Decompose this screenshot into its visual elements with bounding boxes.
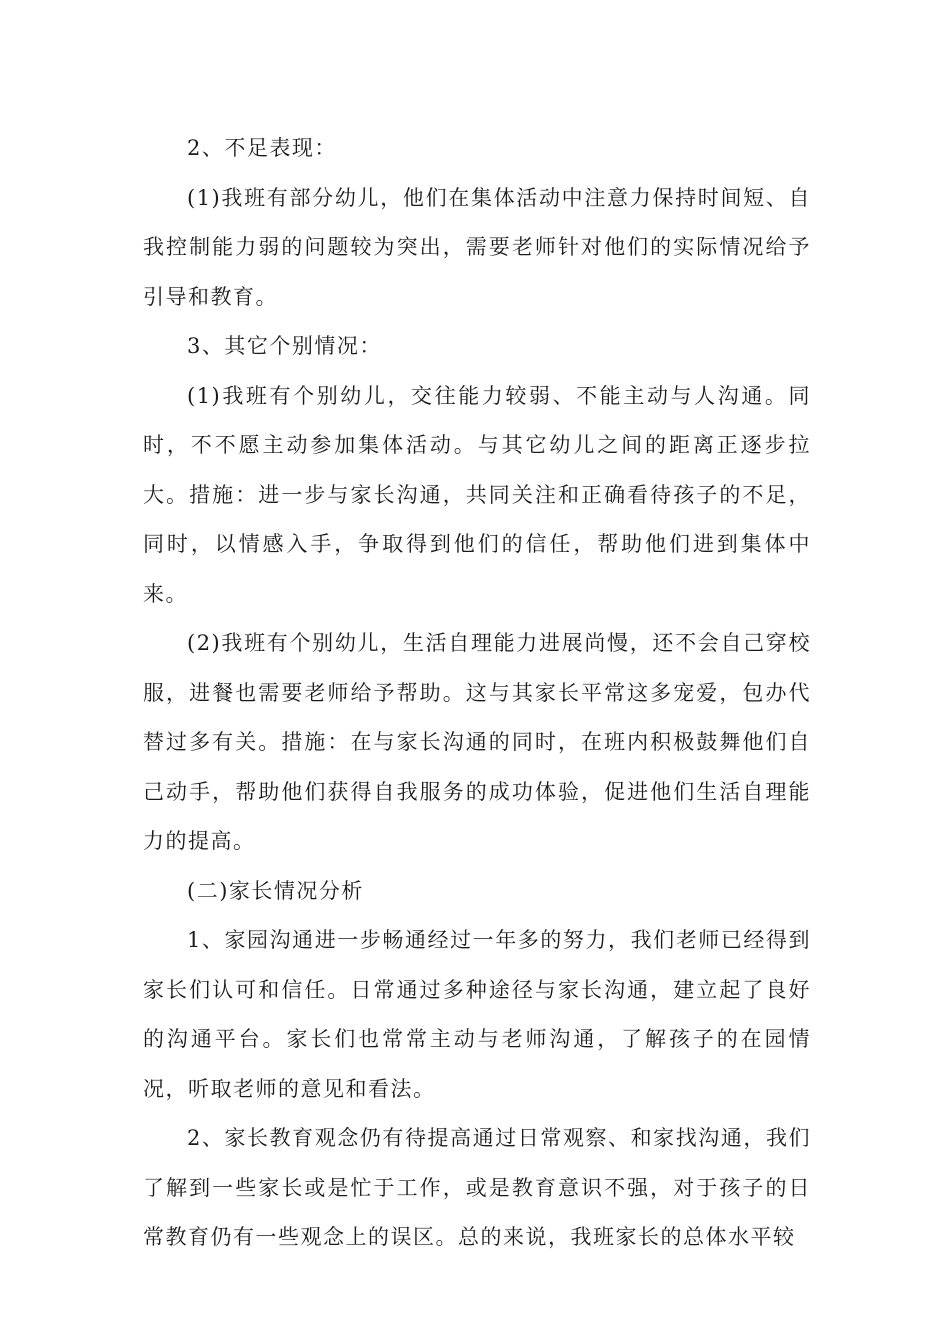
paragraph-self-care: (2)我班有个别幼儿，生活自理能力进展尚慢，还不会自己穿校服，进餐也需要老师给予帮助。这与其家长平常这多宠爱，包办代替过多有关。措施：在与家长沟通的同时，在班内积极鼓舞他们自己动手，帮助他们获得自我服务的成功体验，促进他们生活自理能力的提高。 bbox=[143, 631, 811, 853]
paragraph-social-skills: (1)我班有个别幼儿，交往能力较弱、不能主动与人沟通。同时，不不愿主动参加集体活动。与其它幼儿之间的距离正逐步拉大。措施：进一步与家长沟通，共同关注和正确看待孩子的不足，同时，以情感入手，争取得到他们的信任，帮助他们进到集体中来。 bbox=[143, 383, 811, 606]
section-heading-shortcomings: 2、不足表现： bbox=[187, 136, 337, 160]
paragraph-parent-education-concepts: 2、家长教育观念仍有待提高通过日常观察、和家找沟通，我们了解到一些家长或是忙于工作，或是教育意识不强，对于孩子的日常教育仍有一些观念上的误区。总的来说，我班家长的总体水平较 bbox=[143, 1126, 811, 1249]
paragraph-attention-issue: (1)我班有部分幼儿，他们在集体活动中注意力保持时间短、自我控制能力弱的问题较为突出，需要老师针对他们的实际情况给予引导和教育。 bbox=[143, 185, 811, 309]
paragraph-home-school-communication: 1、家园沟通进一步畅通经过一年多的努力，我们老师已经得到家长们认可和信任。日常通过多种途径与家长沟通，建立起了良好的沟通平台。家长们也常常主动与老师沟通，了解孩子的在园情况，听取老师的意见和看法。 bbox=[143, 928, 811, 1101]
section-heading-other-cases: 3、其它个别情况： bbox=[187, 334, 382, 358]
section-heading-parent-analysis: (二)家长情况分析 bbox=[187, 878, 364, 903]
document-body bbox=[143, 124, 811, 1263]
